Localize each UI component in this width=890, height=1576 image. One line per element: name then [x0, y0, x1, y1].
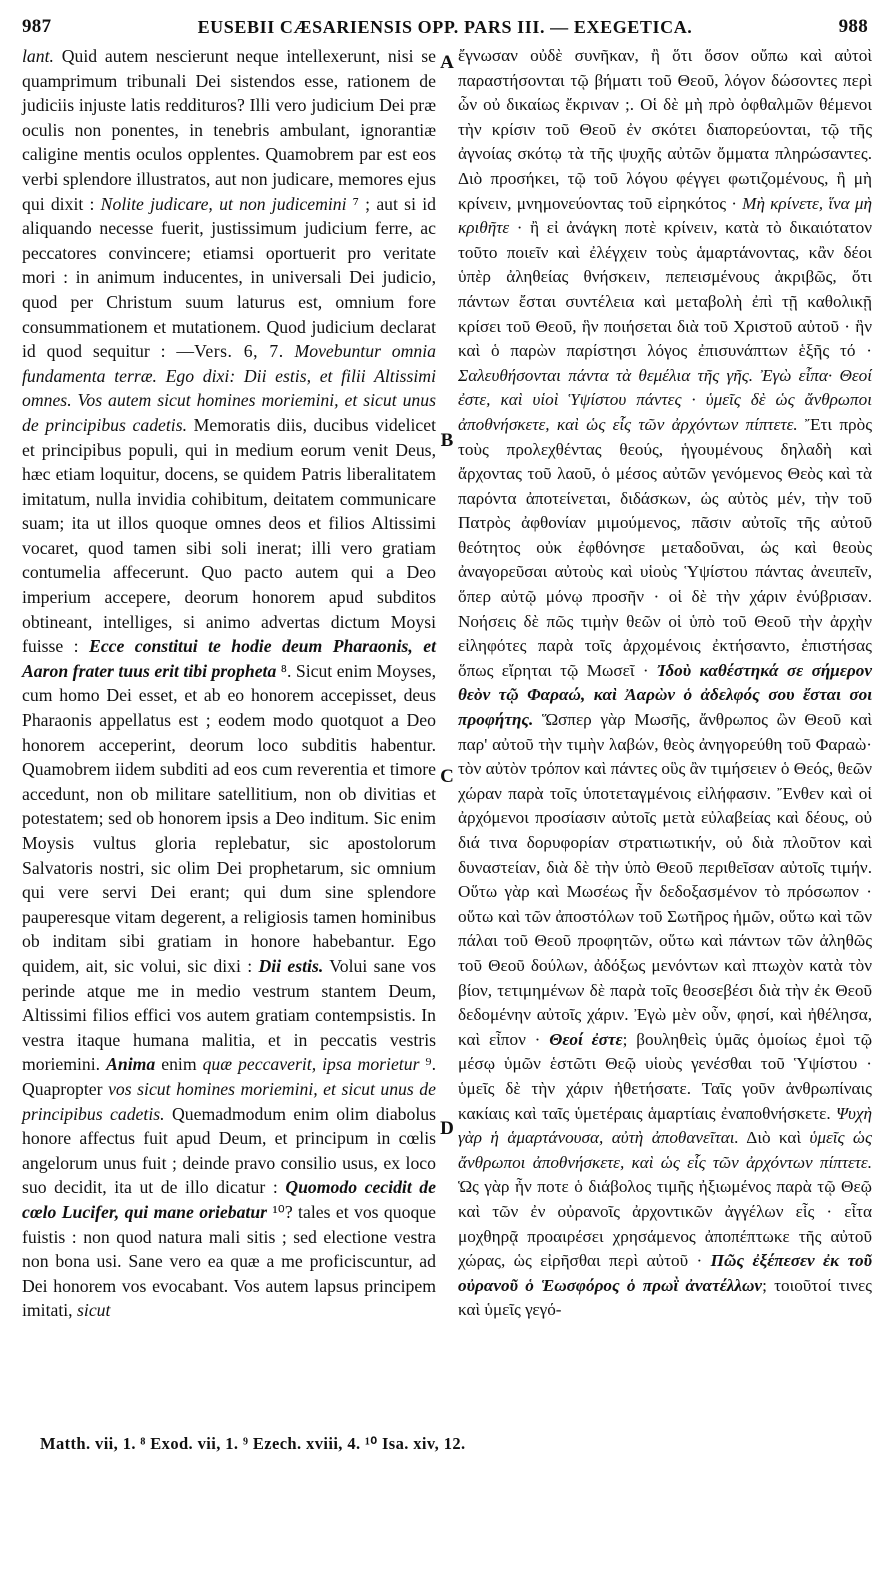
latin-span: Volui sane vos perinde atque me in medio vestrum stantem Deum, Altissimi filios effici vos autem gratiam contempsistis. In vestra itaque humana malitia, et in peccatis vestris moriemini. — [22, 955, 436, 1075]
latin-quote: vos sicut homines moriemini, et sicut unus de principibus cadetis. — [22, 1078, 436, 1124]
latin-quote: Nolite judicare, ut non judicemini — [100, 193, 347, 214]
latin-text — [22, 44, 436, 1323]
greek-quote: Μὴ κρίνετε, ἵνα μὴ κριθῆτε — [458, 193, 873, 238]
greek-column — [458, 44, 872, 1323]
greek-quote: Πῶς ἐξέπεσεν ἐκ τοῦ οὐρανοῦ ὁ Ἑωσφόρος ὁ πρωῒ ἀνατέλλων — [458, 1251, 872, 1295]
latin-quote: quæ peccaverit, ipsa morietur — [202, 1054, 420, 1075]
latin-span: Quemadmodum enim olim diabolus honore affectus fuit apud Deum, et principum in cœlis angelorum unus fuit ; deinde pravo consilio usus, ex loco suo decidit, ita ut de illo dicatur : — [22, 1103, 436, 1198]
greek-span: ; τοιοῦτοί τινες καὶ ὑμεῖς γεγό- — [458, 1275, 872, 1320]
latin-quote: Dii estis. — [258, 955, 324, 976]
latin-span: Memoratis diis, ducibus videlicet et principibus populi, qui in medium eorum venit Deus, hæc etiam loquitur, docens, se quidem Patris liberalitatem imitatum, nulla invidia cohibitum, deitatem communicare suam; ita ut illos quoque omnes deos et filios Altissimi vocaret, quod tamen sibi soli inerat; illi vero gratiam contumelia affecerunt. Quo pacto autem qui a Deo imperium accepere, deorum honorem apud subditos obtineant, intelliges, si animo advertas dictum Moysi fuisse : — [22, 414, 437, 657]
latin-quote: Ecce constitui te hodie deum Pharaonis, et Aaron frater tuus erit tibi propheta — [22, 636, 436, 681]
verse-reference: Vers. 6, 7. — [194, 341, 284, 362]
left-page-number: 987 — [22, 16, 52, 37]
latin-span: enim — [155, 1054, 203, 1075]
margin-letter-b: B — [440, 430, 454, 451]
footnotes: Matth. vii, 1. ⁸ Exod. vii, 1. ⁹ Ezech. xviii, 4. ¹⁰ Isa. xiv, 12. — [40, 1434, 466, 1453]
greek-quote: ὑμεῖς ὡς ἄνθρωποι ἀποθνήσκετε, καὶ ὡς εἷς τῶν ἀρχόντων πίπτετε. — [458, 1128, 872, 1172]
running-title: EUSEBII CÆSARIENSIS OPP. PARS III. — EXEGETICA. — [197, 16, 693, 37]
greek-quote: Θεοί ἐστε — [549, 1029, 623, 1049]
latin-lemma: Movebuntur omnia fundamenta terræ. Ego dixi: Dii estis, et filii Altissimi omnes. Vos autem sicut homines moriemini, et sicut unus de principibus cadetis. — [22, 341, 437, 435]
latin-quote: Anima — [106, 1054, 156, 1075]
margin-letter-a: A — [440, 52, 454, 73]
greek-span: · ἢ εἰ ἀνάγκη ποτὲ κρίνειν, κατὰ τὸ δικαιότατον τοῦτο ποιεῖν καὶ ἐλέγχειν τοὺς ἁμαρτάνοντας, κἂν δέοι ὑπὲρ ἀληθείας θνήσκειν, πεπεισμένους ἀκριβῶς, ὅτι πάντων ἔσται συντέλεια καὶ μεταβολὴ ἐπὶ τῇ καθολικῇ κρίσει τοῦ Θεοῦ, ἣν ποιήσεται διὰ τοῦ Χριστοῦ αὐτοῦ · ἣν καὶ ὁ παρὼν παρίστησι λόγος ἐπισυνάπτων ἑξῆς τό · — [458, 218, 872, 361]
right-page-number: 988 — [838, 16, 868, 37]
greek-span: Ὡς γὰρ ἦν ποτε ὁ διάβολος τιμῆς ἠξιωμένος παρὰ τῷ Θεῷ καὶ τῶν ἐν οὐρανοῖς ἀρχοντικῶν ἀγγέλων εἷς · εἶτα μοχθηρᾷ προαιρέσει χρησάμενος ἀποπέπτωκε τῆς αὐτοῦ χώρας, ὡς εἰρῆσθαι περὶ αὐτοῦ · — [458, 1177, 872, 1271]
greek-lemma: Σαλευθήσονται πάντα τὰ θεμέλια τῆς γῆς. Ἐγὼ εἶπα· Θεοί ἐστε, καὶ υἱοὶ Ὑψίστου πάντες · ὑμεῖς δὲ ὡς ἄνθρωποι ἀποθνήσκετε, καὶ ὡς εἷς τῶν ἀρχόντων πίπτετε. — [458, 365, 872, 434]
latin-quote: Quomodo cecidit de cœlo Lucifer, qui mane oriebatur — [22, 1177, 436, 1222]
greek-span: ἔγνωσαν οὐδὲ συνῆκαν, ἢ ὅτι ὅσον οὔπω καὶ αὐτοὶ παραστήσονται τῷ βήματι τοῦ Θεοῦ, λόγον δώσοντες περὶ ὧν οὐ δικαίως ἔκριναν ;. Οἱ δὲ μὴ πρὸ ὀφθαλμῶν θέμενοι τὴν κρίσιν τοῦ Θεοῦ ἐν σκότει διαπορεύονται, τῷ τῆς ἀγνοίας σκότῳ τὰ τῆς ψυχῆς αὐτῶν ὄμματα πληρώσαντες. Διὸ προσήκει, τῷ τοῦ λόγου φέγγει φωτιζομένους, ἢ μὴ κρίνειν, μνημονεύοντας τοῦ εἰρηκότος · — [458, 46, 872, 213]
greek-span: Ἔτι πρὸς τοὺς προλεχθέντας θεούς, ἡγουμένους δηλαδὴ καὶ ἄρχοντας τοῦ λαοῦ, ὁ μέσος αὐτῶν γενόμενος Θεὸς καὶ τὰ παρόντα ἀποτείνεται, διδάσκων, ὡς αὐτὸς μέν, τὴν τοῦ Πατρὸς ἀφθονίαν μιμούμενος, πᾶσιν αὐτοῖς τῆς αὐτοῦ θεότητος οὐκ ἐφθόνησε μεταδοῦναι, ὡς καὶ θεοὺς ἀναγορεῦσαι αὐτοὺς καὶ υἱοὺς Ὑψίστου πάντας ἀνειπεῖν, ὅπερ αὐτῷ μόνῳ προσῆν · οἱ δὲ τὴν χάριν ἐνύβρισαν. Νοήσεις δὲ πῶς τιμὴν θεῶν οἱ ὑπὸ τοῦ Θεοῦ τὴν ἀρχὴν εἰληφότες παρὰ τοῖς ἀρχομένοις ἐκτήσαντο, ἐπιστήσας ὅπως εἴρηται τῷ Μωσεῖ · — [458, 414, 872, 680]
running-header — [22, 12, 868, 42]
latin-column — [22, 44, 436, 1323]
margin-letter-c: C — [440, 766, 454, 787]
greek-span: Διὸ καὶ — [738, 1128, 810, 1148]
greek-quote: Ψυχὴ γὰρ ἡ ἁμαρτάνουσα, αὐτὴ ἀποθανεῖται. — [458, 1103, 872, 1148]
greek-text — [458, 44, 872, 1323]
latin-span: sicut — [77, 1300, 111, 1321]
margin-letter-d: D — [440, 1118, 454, 1139]
latin-span: lant. — [22, 46, 54, 66]
greek-span: Ὥσπερ γὰρ Μωσῆς, ἄνθρωπος ὢν Θεοῦ καὶ παρ' αὐτοῦ τὴν τιμὴν λαβών, θεὸς ἀνηγορεύθη τοῦ Φαραὼ· τὸν αὐτὸν τρόπον καὶ πάντες οὓς ἂν τιμήσειεν ὁ Θεός, θεῶν χώραν παρὰ τοῖς ὑποτεταγμένοις εἰλήφασιν. Ἔνθεν καὶ οἱ ἀρχόμενοι προσίασιν αὐτοῖς μετὰ εὐλαβείας καὶ δέους, οὐ διά τινα δορυφορίαν στρατιωτικήν, οὐ διὰ πλοῦτον καὶ δυναστείαν, διὰ δὲ τὴν ὑπὸ Θεοῦ περιθεῖσαν αὐτοῖς τιμήν. Οὕτω γὰρ καὶ Μωσέως ἦν δεδοξασμένον τὸ πρόσωπον · οὕτω καὶ τῶν ἀποστόλων τοῦ Σωτῆρος ἡμῶν, οὕτω καὶ τῶν πάλαι τοῦ Θεοῦ προφητῶν, οὕτω καὶ πάντων τῶν ἀληθῶς τοῦ Θεοῦ δούλων, ἀδόξως μενόντων καὶ πτωχὸν κατὰ τὸν βίον, τετιμημένων δὲ παρὰ τοῖς θεοσεβέσι διὰ τὴν ἐκ Θεοῦ δεδομένην αὐτοῖς χάριν. Ἐγὼ μὲν οὖν, φησί, καὶ ἠθέλησα, καὶ εἶπον · — [458, 710, 872, 1049]
greek-quote: Ἰδοὺ καθέστηκά σε σήμερον θεὸν τῷ Φαραώ, καὶ Ἀαρὼν ὁ ἀδελφός σου ἔσται σοι προφήτης. — [458, 660, 872, 730]
latin-span: Quid autem nescierunt neque intellexerunt, nisi se quamprimum tribunali Dei sistendos esse, rationem de judiciis injuste latis reddituros? Illi vero judicium Dei præ oculis non ponentes, in tenebris ambulant, ignorantiæ caligine mentis oculos opplentes. Quamobrem par est eos verbi splendore illustratos, aut non judicare, memores ejus qui dixit : — [22, 46, 436, 214]
latin-span: ⁸. Sicut enim Moyses, cum homo Dei esset, et ab eo honorem accepisset, deus Pharaonis appellatus est ; eodem modo quotquot a Deo honorem acceperint, deorum loco subditis habentur. Quamobrem iidem subditi ad eos cum reverentia et timore accedunt, non ob militare satellitium, non ob divitias et potestatem; sed ob honorem ipsis a Deo inditum. Sic enim Moysis vultus gloria replebatur, sic apostolorum Salvatoris nostri, sic olim Dei prophetarum, sic omnium qui vere servi Dei erant; qui dum sine splendore pauperesque vitam degerent, a religiosis tamen hominibus ob inditam sibi gratiam in honore habebantur. Ego quidem, ait, sic volui, sic dixi : — [22, 660, 436, 976]
greek-span: ; βουληθεὶς ὑμᾶς ὁμοίως ἐμοὶ τῷ μέσῳ ὑμῶν ἑστῶτι Θεῷ υἱοὺς γενέσθαι τοῦ Ὑψίστου · ὑμεῖς δὲ τὴν χάριν ἠθετήσατε. Ταῖς γοῦν ἀνθρωπίναις κακίαις καὶ ταῖς ὑμετέραις ἁμαρτίαις ἐναποθνήσκετε. — [458, 1029, 873, 1123]
latin-span: ⁹. Quapropter — [22, 1054, 437, 1099]
latin-span: ¹⁰? tales et vos quoque fuistis : non quod natura mali sitis ; sed electione vestra non bona usi. Sane vero ea quæ a me proficiscuntur, ad Dei honorem vos evocabant. Vos autem lapsus principem imitati, — [22, 1201, 436, 1321]
latin-span: ⁷ ; aut si id aliquando necesse fuerit, justissimum judicium ferre, ac peccatores convincere; etiamsi oportuerit pro veritate mori : in animum inducentes, in universali Dei judicio, quod per Christum suum laturus est, omnium fore consummationem et mutationem. Quod judicium declarat id quod sequitur : — — [22, 193, 436, 362]
latin-span — [284, 341, 295, 361]
